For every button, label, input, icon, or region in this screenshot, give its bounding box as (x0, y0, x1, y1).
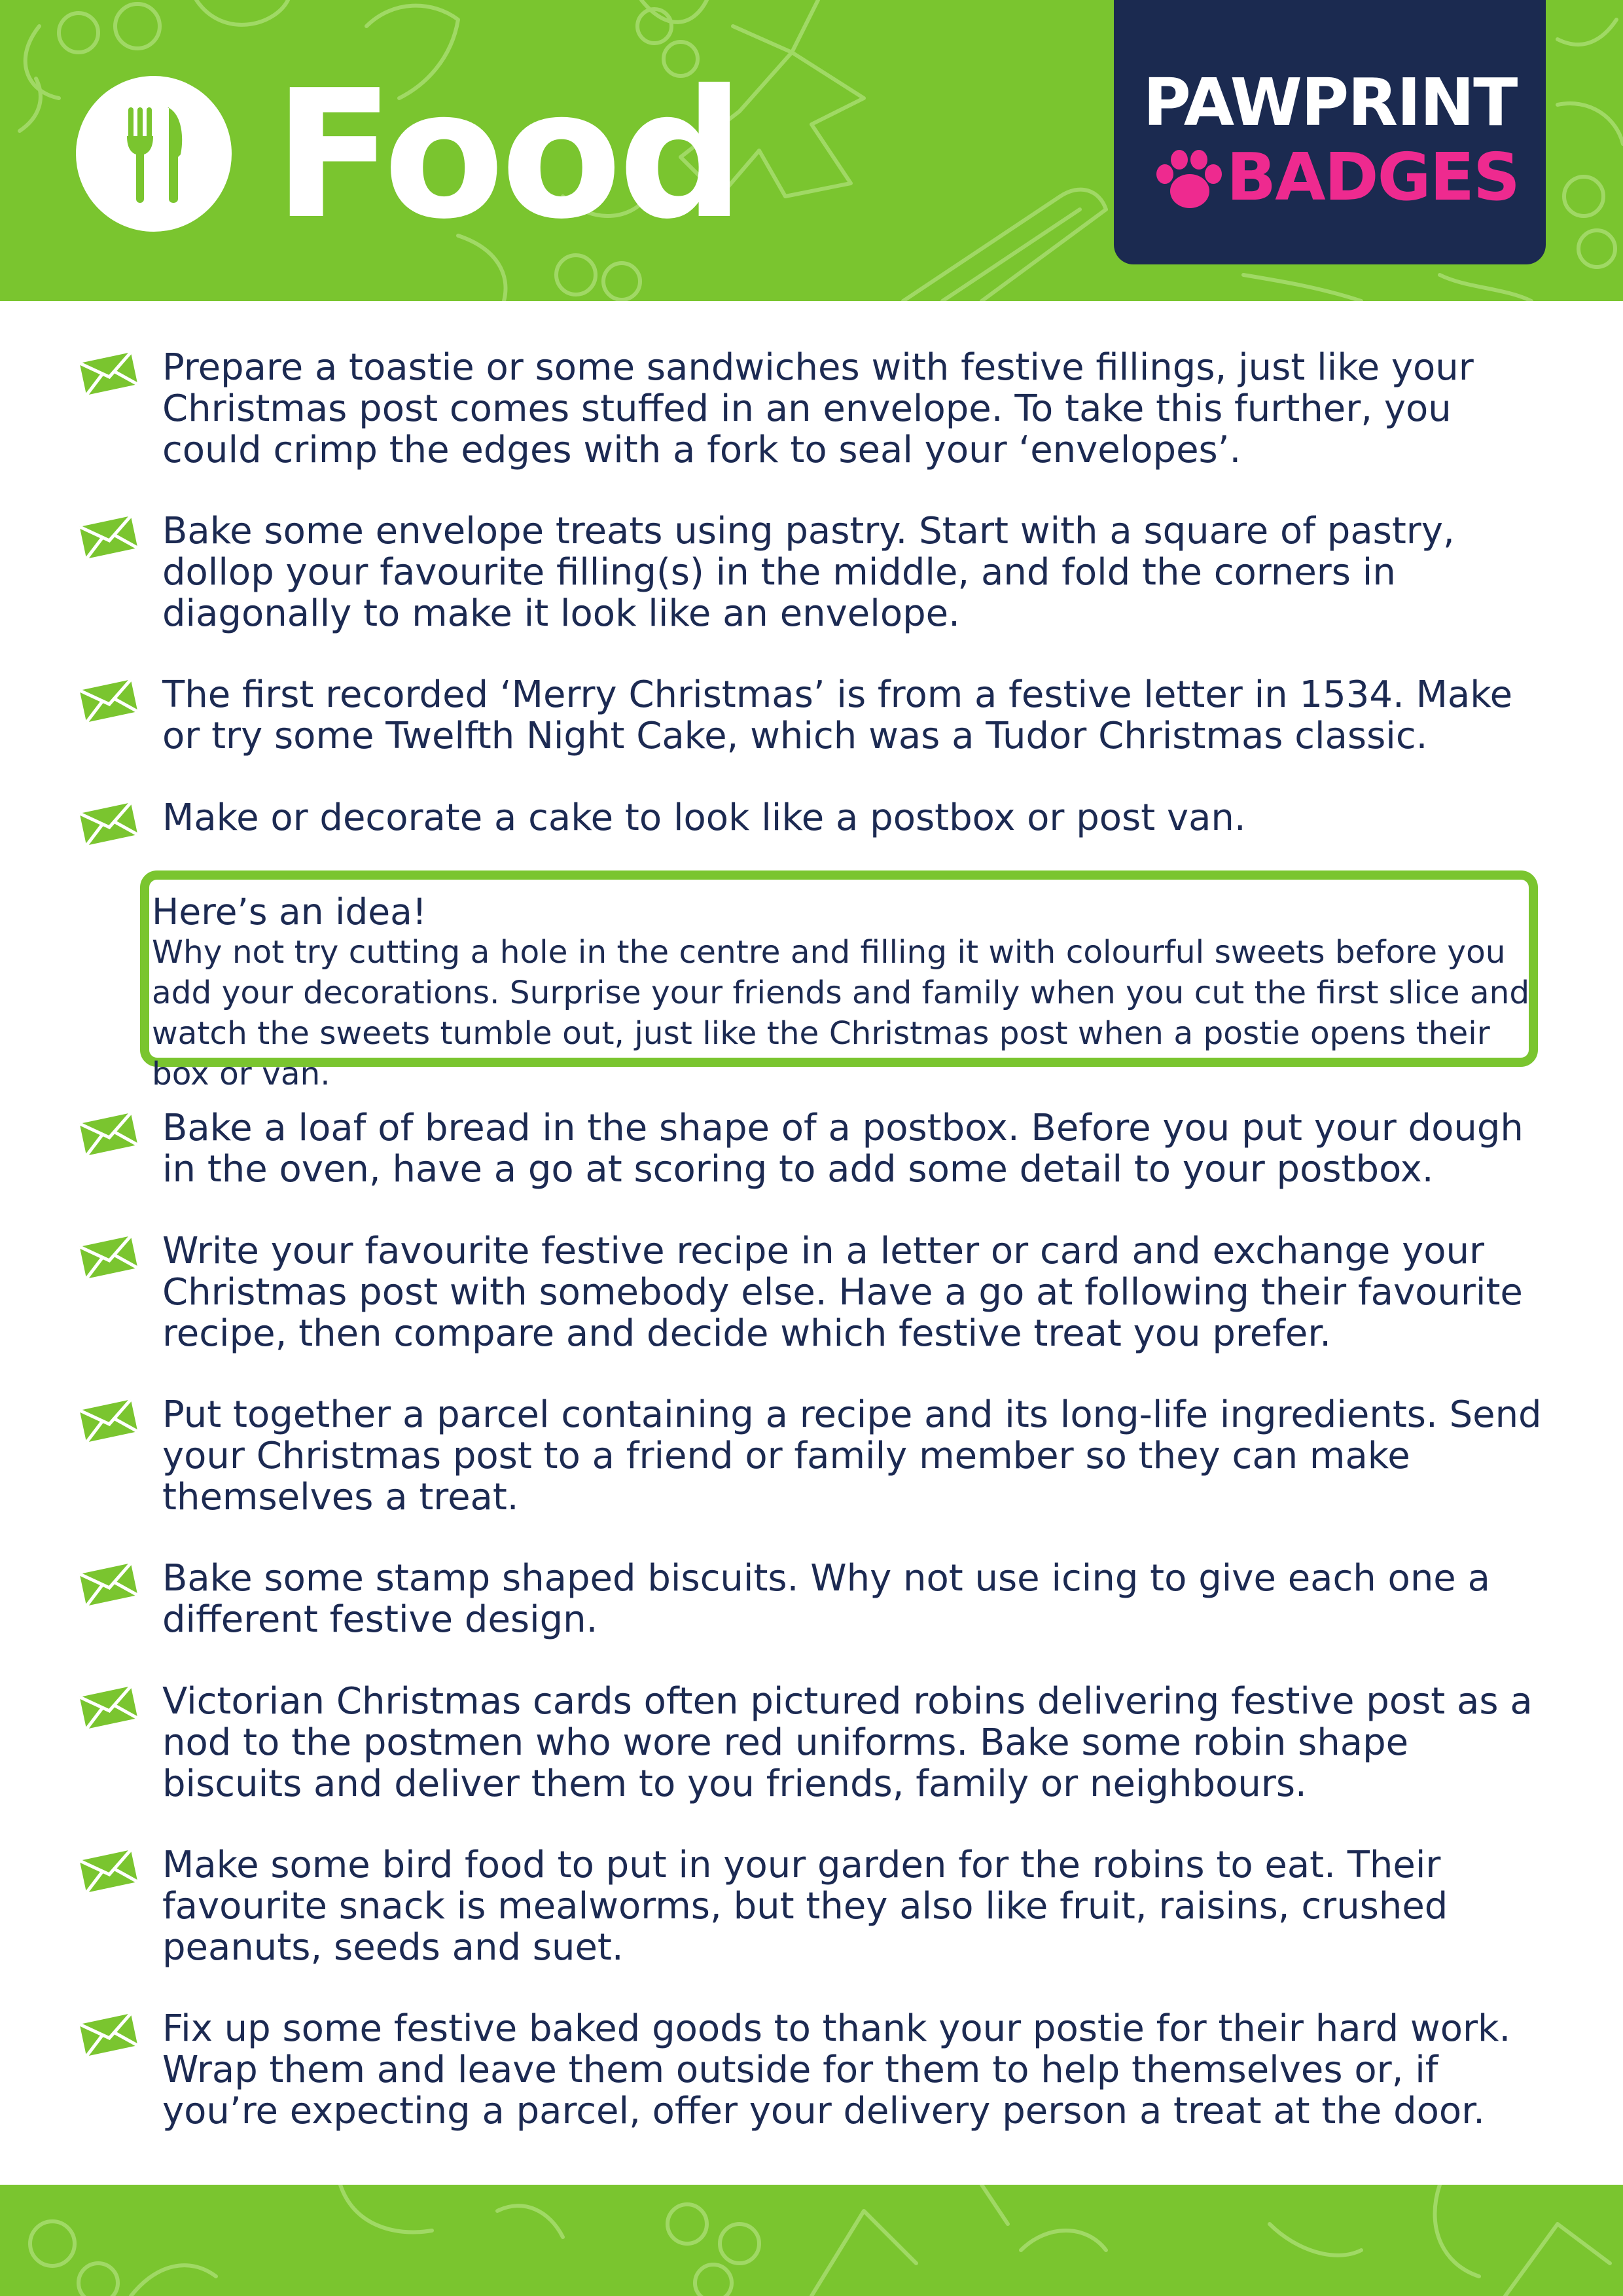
paw-icon (1153, 148, 1222, 213)
pawprint-badges-logo (1114, 0, 1546, 264)
envelope-icon (79, 1111, 139, 1157)
list-item-text: Make some bird food to put in your garden for the robins to eat. Their favourite snack is mealworms, but they also like fruit, raisins, crushed peanuts, seeds and suet. (162, 1844, 1448, 1969)
envelope-icon (79, 1685, 139, 1731)
page-title: Food (274, 52, 741, 258)
envelope-icon (79, 514, 139, 560)
list-item-text: Write your favourite festive recipe in a letter or card and exchange your Christmas post with somebody else. Have a go at following their favourite recipe, then compare and decide which festive treat you prefer. (162, 1230, 1523, 1355)
logo-text-pawprint: PAWPRINT (1143, 64, 1517, 141)
list-item-text: Make or decorate a cake to look like a postbox or post van. (162, 797, 1246, 839)
list-item-text: Fix up some festive baked goods to thank your postie for their hard work. Wrap them and leave them outside for them to help themselves or, if you’re expecting a parcel, offer your delivery person a treat at the door. (162, 2007, 1511, 2132)
list-item-text: Put together a parcel containing a recipe and its long-life ingredients. Send your Christmas post to a friend or family member so they can make themselves a treat. (162, 1393, 1542, 1518)
list-item-text: Victorian Christmas cards often pictured robins delivering festive post as a nod to the postmen who wore red uniforms. Bake some robin shape biscuits and deliver them to you friends, family or neighbours. (162, 1680, 1533, 1805)
envelope-icon (79, 801, 139, 847)
list-item-text: Bake some stamp shaped biscuits. Why not use icing to give each one a different festive design. (162, 1557, 1490, 1641)
idea-text: Why not try cutting a hole in the centre and filling it with colourful sweets before you add your decorations. Surprise your friends and family when you cut the first slice and watch the sweets tumble out, just like the Christmas post when a postie opens their box or van. (152, 934, 1530, 1092)
header-banner (0, 0, 1623, 301)
logo-text-badges: BADGES (1226, 139, 1520, 215)
fork-knife-icon (76, 76, 232, 232)
envelope-icon (79, 351, 139, 397)
list-item-text: Bake a loaf of bread in the shape of a postbox. Before you put your dough in the oven, have a go at scoring to add some detail to your postbox. (162, 1107, 1524, 1191)
envelope-icon (79, 678, 139, 724)
holly-pattern-decoration (0, 2185, 1623, 2296)
footer-banner (0, 2185, 1623, 2296)
envelope-icon (79, 2012, 139, 2058)
envelope-icon (79, 1562, 139, 1607)
list-item-text: The first recorded ‘Merry Christmas’ is from a festive letter in 1534. Make or try some Twelfth Night Cake, which was a Tudor Christmas classic. (162, 673, 1513, 757)
list-item-text: Bake some envelope treats using pastry. Start with a square of pastry, dollop your favourite filling(s) in the middle, and fold the corners in diagonally to make it look like an envelope. (162, 510, 1455, 635)
idea-title: Here’s an idea! (152, 891, 427, 933)
envelope-icon (79, 1234, 139, 1280)
envelope-icon (79, 1398, 139, 1444)
list-item-text: Prepare a toastie or some sandwiches with festive fillings, just like your Christmas post comes stuffed in an envelope. To take this further, you could crimp the edges with a fork to seal your ‘envelopes’. (162, 346, 1474, 471)
envelope-icon (79, 1848, 139, 1894)
